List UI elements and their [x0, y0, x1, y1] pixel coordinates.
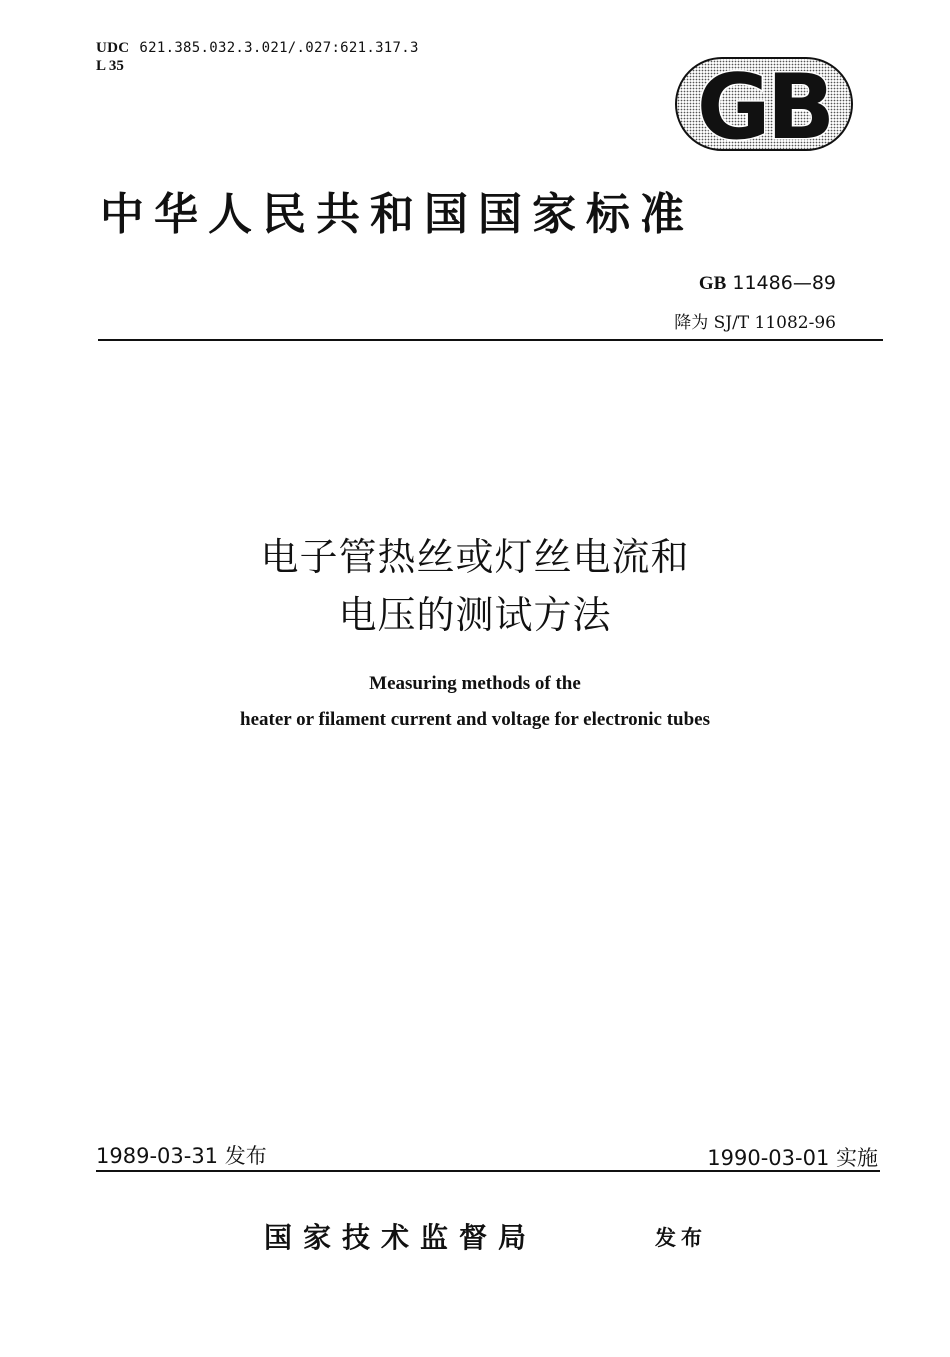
publish-label: 发布 — [655, 1226, 707, 1250]
title-en-line-1: Measuring methods of the — [369, 673, 581, 694]
title-zh-line-1: 电子管热丝或灯丝电流和 — [260, 535, 690, 579]
title-zh-line-2: 电压的测试方法 — [338, 593, 612, 637]
title-en-line-2: heater or filament current and voltage for electronic tubes — [240, 709, 710, 730]
national-standard-heading: 中华人民共和国国家标准 — [100, 189, 694, 240]
standard-replacement-note: 降为 SJ/T 11082-96 — [674, 313, 836, 333]
udc-label: UDC — [96, 40, 130, 56]
bottom-divider — [96, 1170, 880, 1172]
gb-logo — [668, 54, 858, 154]
gb-logo-text: GB — [696, 55, 832, 154]
publisher-name: 国家技术监督局 — [264, 1221, 538, 1254]
standard-prefix: GB — [698, 273, 727, 294]
classification-code: L 35 — [96, 58, 124, 74]
standard-code: 11486—89 — [732, 272, 836, 294]
issue-date: 1989-03-31 发布 — [96, 1144, 267, 1168]
udc-line — [96, 40, 419, 57]
udc-code: 621.385.032.3.021/.027:621.317.3 — [139, 40, 419, 56]
implementation-date: 1990-03-01 实施 — [707, 1146, 878, 1170]
gb-logo-graphic — [668, 54, 858, 154]
standard-number — [699, 272, 836, 295]
top-divider — [98, 339, 883, 341]
